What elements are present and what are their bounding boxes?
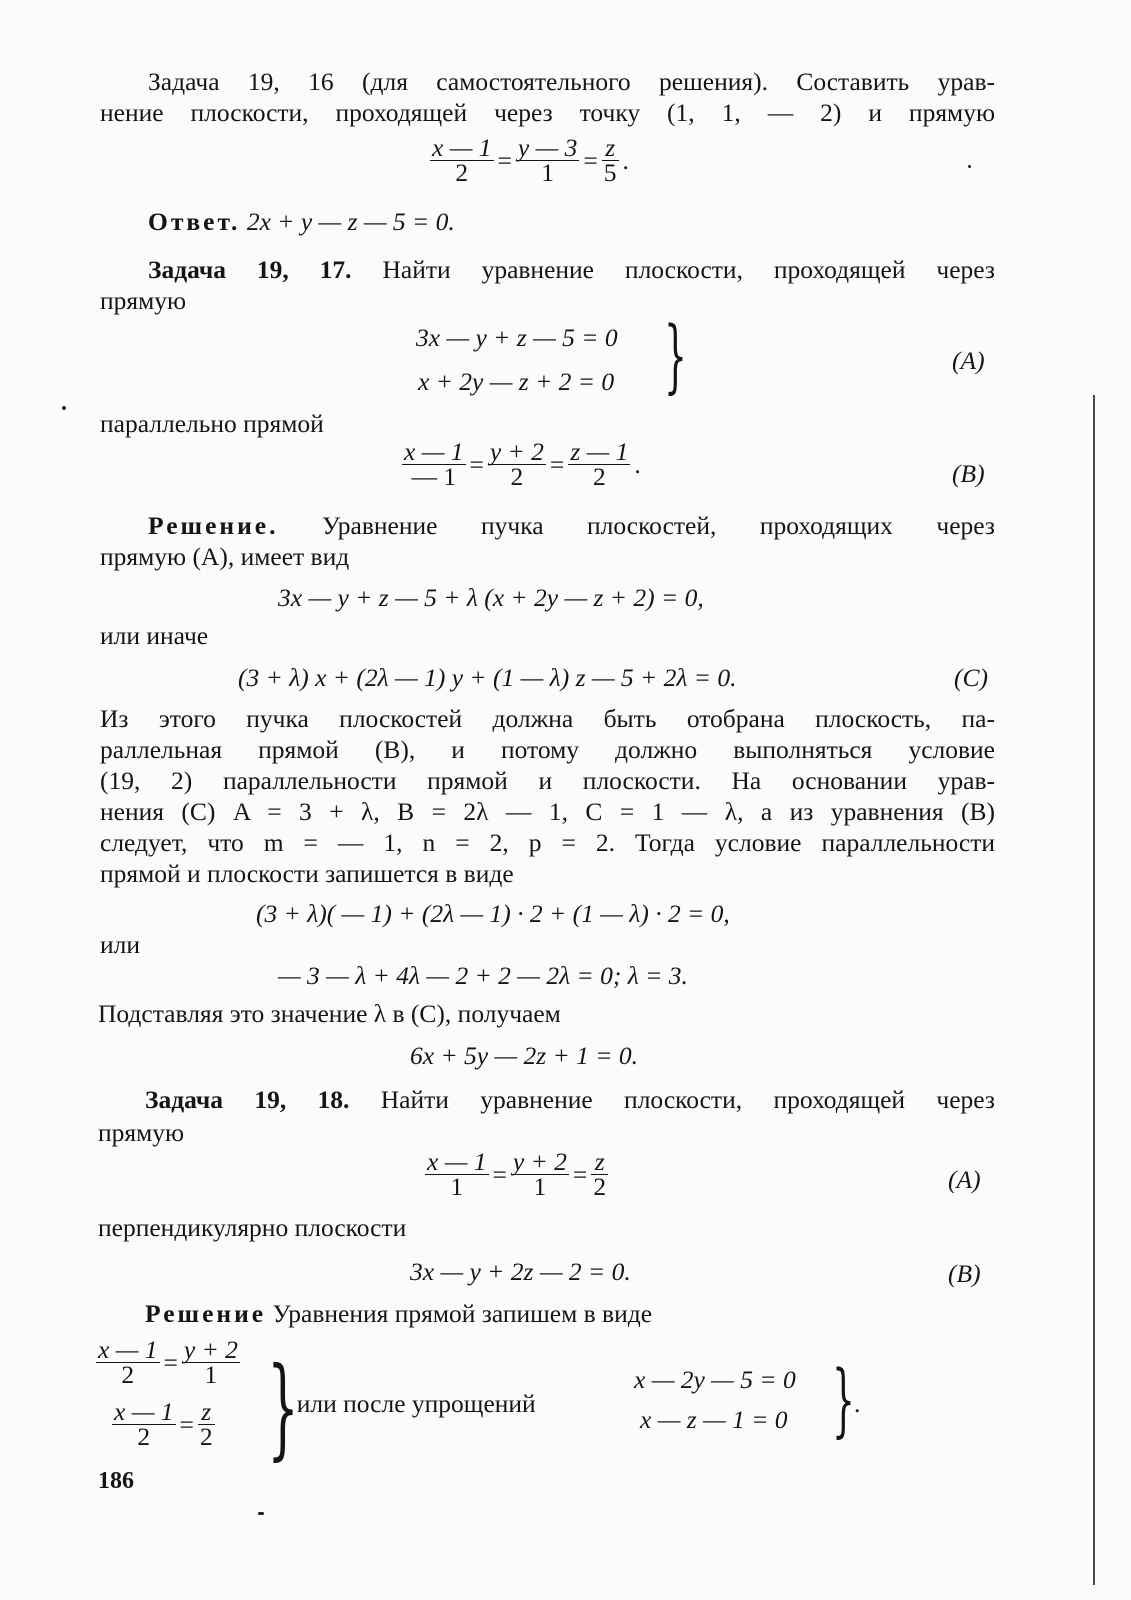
parallel-condition: (3 + λ)( — 1) + (2λ — 1) · 2 + (1 — λ) · 2 = 0,	[256, 899, 730, 928]
fraction: $\frac{y — 3}{1}$	[517, 133, 578, 187]
scan-speck	[62, 406, 66, 410]
label-B: (B)	[952, 459, 985, 488]
paragraph-line: следует, что m = — 1, n = 2, p = 2. Тогда условие параллельности	[100, 828, 995, 857]
fraction: $\frac{x — 1}{2}$	[98, 1335, 158, 1389]
right-brace: }	[267, 1343, 299, 1471]
scan-speck	[258, 1512, 264, 1515]
substitution-text: Подставляя это значение λ в (C), получаем	[98, 999, 561, 1028]
lambda-solution: — 3 — λ + 4λ — 2 + 2 — 2λ = 0; λ = 3.	[278, 961, 688, 990]
equation-C: (3 + λ) x + (2λ — 1) y + (1 — λ) z — 5 + 2λ = 0.	[238, 663, 737, 692]
p19-18-line2: прямую	[98, 1118, 185, 1147]
p19-18-line1: Задача 19, 18. Найти уравнение плоскости, проходящей через	[145, 1085, 995, 1114]
paragraph-line: нения (C) A = 3 + λ, B = 2λ — 1, C = 1 — λ, а из уравнения (B)	[100, 797, 995, 826]
fraction: $\frac{x — 1}{1}$	[427, 1147, 487, 1201]
fraction: $\frac{y + 2}{1}$	[512, 1147, 567, 1201]
result-equation: 6x + 5y — 2z + 1 = 0.	[410, 1041, 638, 1070]
fraction: $\frac{x — 1}{2}$	[432, 133, 492, 187]
fraction: $\frac{y + 2}{2}$	[489, 437, 544, 491]
fraction: $\frac{z — 1}{2}$	[570, 437, 629, 491]
system-A-eq1: 3x — y + z — 5 = 0	[416, 323, 618, 352]
paragraph-line: раллельная прямой (B), и потому должно выполняться условие	[100, 735, 995, 764]
p19-18-solution-line: Решение Уравнения прямой запишем в виде	[145, 1299, 653, 1328]
p19-16-line-equation: $\frac{x — 1}{2}$ = $\frac{y — 3}{1}$ = $\frac{z}{5}$ .	[432, 133, 629, 187]
p19-17-line2: прямую	[100, 286, 187, 315]
page-number: 186	[98, 1468, 134, 1494]
pencil-equation: 3x — y + z — 5 + λ (x + 2y — z + 2) = 0,	[278, 583, 704, 612]
fraction: $\frac{x — 1}{2}$	[114, 1397, 174, 1451]
or-otherwise: или иначе	[100, 621, 209, 650]
p19-16-line1: Задача 19, 16 (для самостоятельного решения). Составить урав-	[148, 67, 995, 96]
p19-17-solution-line1: Решение. Уравнение пучка плоскостей, проходящих через	[148, 511, 996, 540]
p19-17-solution-line2: прямую (A), имеет вид	[100, 542, 350, 571]
plane-B-equation: 3x — y + 2z — 2 = 0.	[410, 1257, 631, 1286]
simplification-text: , или после упрощений	[284, 1389, 536, 1418]
simplified-eq2: x — z — 1 = 0	[640, 1405, 788, 1434]
fraction: $\frac{y + 2}{1}$	[183, 1335, 238, 1389]
problem-title: Задача 19, 18.	[145, 1085, 350, 1114]
solution-label: Решение	[145, 1299, 267, 1328]
paragraph-line: Из этого пучка плоскостей должна быть отобрана плоскость, па-	[100, 704, 995, 733]
paragraph-line: прямой и плоскости запишется в виде	[100, 859, 514, 888]
right-brace: }	[663, 309, 687, 402]
line-A-equation: $\frac{x — 1}{1}$ = $\frac{y + 2}{1}$ = $\frac{z}{2}$	[427, 1147, 607, 1201]
or-label: или	[100, 930, 141, 959]
p19-16-answer	[148, 206, 455, 237]
right-brace: }	[831, 1353, 855, 1446]
label-B: (B)	[948, 1259, 981, 1288]
period: .	[854, 1389, 861, 1418]
line-B-equation: $\frac{x — 1}{— 1}$ = $\frac{y + 2}{2}$ = $\frac{z — 1}{2}$ .	[404, 437, 641, 491]
answer-label: Ответ.	[148, 207, 241, 236]
fraction: $\frac{x — 1}{— 1}$	[404, 437, 464, 491]
p19-16-line2: нение плоскости, проходящей через точку (1, 1, — 2) и прямую	[100, 98, 995, 127]
system-eq2: $\frac{x — 1}{2}$ = $\frac{z}{2}$	[114, 1397, 213, 1451]
problem-title: Задача 19, 17.	[148, 255, 352, 284]
label-A: (A)	[948, 1165, 981, 1194]
system-eq1: $\frac{x — 1}{2}$ = $\frac{y + 2}{1}$	[98, 1335, 238, 1389]
scan-edge-line	[1093, 395, 1095, 1585]
paragraph-line: (19, 2) параллельности прямой и плоскости. На основании урав-	[100, 766, 995, 795]
p19-17-line1: Задача 19, 17. Найти уравнение плоскости, проходящей через	[148, 255, 995, 284]
solution-label: Решение.	[148, 511, 279, 540]
label-A: (A)	[952, 346, 985, 375]
simplified-eq1: x — 2y — 5 = 0	[634, 1365, 796, 1394]
p19-17-parallel: параллельно прямой	[100, 409, 324, 438]
fraction: $\frac{z}{2}$	[199, 1397, 213, 1451]
fraction: $\frac{z}{2}$	[593, 1147, 607, 1201]
label-C: (C)	[954, 663, 988, 692]
system-A-eq2: x + 2y — z + 2 = 0	[418, 367, 615, 396]
fraction: $\frac{z}{5}$	[603, 133, 617, 187]
scan-speck	[968, 165, 971, 168]
p19-18-perpendicular: перпендикулярно плоскости	[98, 1213, 407, 1242]
answer-equation: 2x + y — z — 5 = 0.	[246, 207, 455, 236]
